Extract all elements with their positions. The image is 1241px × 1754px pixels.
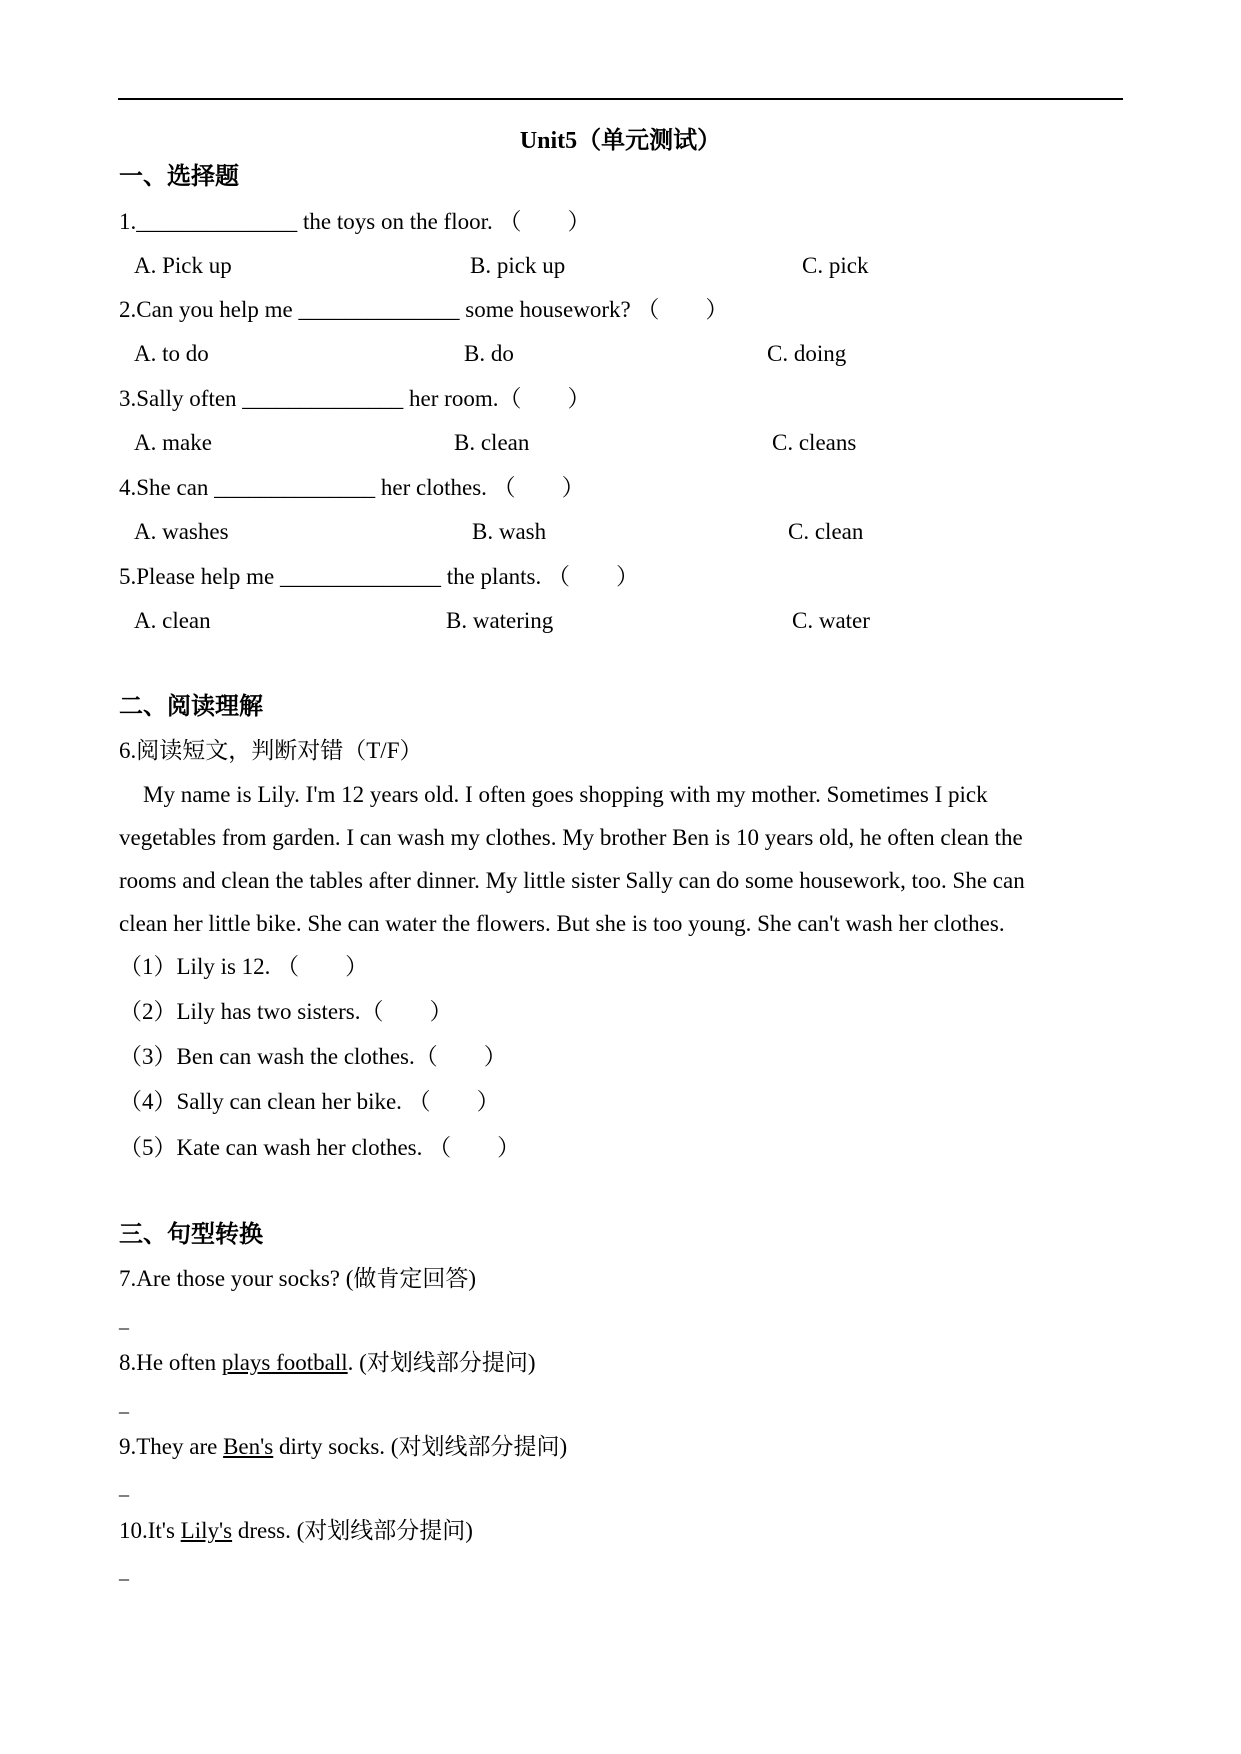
q3-option-a: A. make [134,430,212,455]
page-title: Unit5（单元测试） [519,128,722,154]
q10-text: 10.It's Lily's dress. (对划线部分提问) [119,1518,473,1543]
q4-option-a: A. washes [134,519,229,544]
q1-stem: 1.______________ the toys on the floor. （ ） [119,209,591,234]
tf-item-2: （2）Lily has two sisters.（ ） [119,999,453,1024]
q5-option-b: B. watering [446,608,554,633]
q1-option-a: A. Pick up [134,253,232,278]
q9-underlined: Ben's [223,1434,274,1459]
q1-option-c: C. pick [802,253,869,278]
q2-option-b: B. do [464,341,514,366]
q8-underlined: plays football [221,1350,348,1375]
tf-item-1: （1）Lily is 12. （ ） [119,954,369,979]
q3-option-c: C. cleans [772,430,857,455]
passage-line: My name is Lily. I'm 12 years old. I often goes shopping with my mother. Sometimes I pick [143,782,988,807]
q9-answer-line: _ [119,1477,129,1499]
q7-text: 7.Are those your socks? (做肯定回答) [119,1266,477,1291]
q10-underlined: Lily's [180,1518,233,1543]
q5-option-c: C. water [792,608,870,633]
q5-stem: 5.Please help me ______________ the plants. （ ） [119,564,639,589]
passage-line: clean her little bike. She can water the flowers. But she is too young. She can't wash her clothes. [119,911,1005,936]
q4-stem: 4.She can ______________ her clothes. （ ） [119,475,585,500]
q4-option-c: C. clean [788,519,864,544]
q3-option-b: B. clean [454,430,530,455]
q2-stem: 2.Can you help me ______________ some housework? （ ） [119,297,729,322]
q3-stem: 3.Sally often ______________ her room.（ ） [119,386,591,411]
section3-heading: 三、句型转换 [119,1222,263,1248]
tf-item-3: （3）Ben can wash the clothes.（ ） [119,1044,507,1069]
passage-line: rooms and clean the tables after dinner. My little sister Sally can do some housework, too. She can [119,868,1025,893]
passage-line: vegetables from garden. I can wash my clothes. My brother Ben is 10 years old, he often clean the [119,825,1023,850]
q5-option-a: A. clean [134,608,211,633]
q4-option-b: B. wash [472,519,547,544]
q2-option-c: C. doing [767,341,847,366]
q8-answer-line: _ [119,1394,129,1416]
q10-answer-line: _ [119,1561,129,1583]
q1-option-b: B. pick up [470,253,566,278]
q9-text: 9.They are Ben's dirty socks. (对划线部分提问) [119,1434,568,1459]
q2-option-a: A. to do [134,341,209,366]
tf-item-5: （5）Kate can wash her clothes. （ ） [119,1135,521,1160]
section2-heading: 二、阅读理解 [119,694,263,720]
q7-answer-line: _ [119,1310,129,1332]
reading-instruction: 6.阅读短文，判断对错（T/F） [119,738,423,763]
section1-heading: 一、选择题 [119,164,239,190]
header-rule [118,98,1123,100]
tf-item-4: （4）Sally can clean her bike. （ ） [119,1089,500,1114]
q8-text: 8.He often plays football. (对划线部分提问) [119,1350,536,1375]
